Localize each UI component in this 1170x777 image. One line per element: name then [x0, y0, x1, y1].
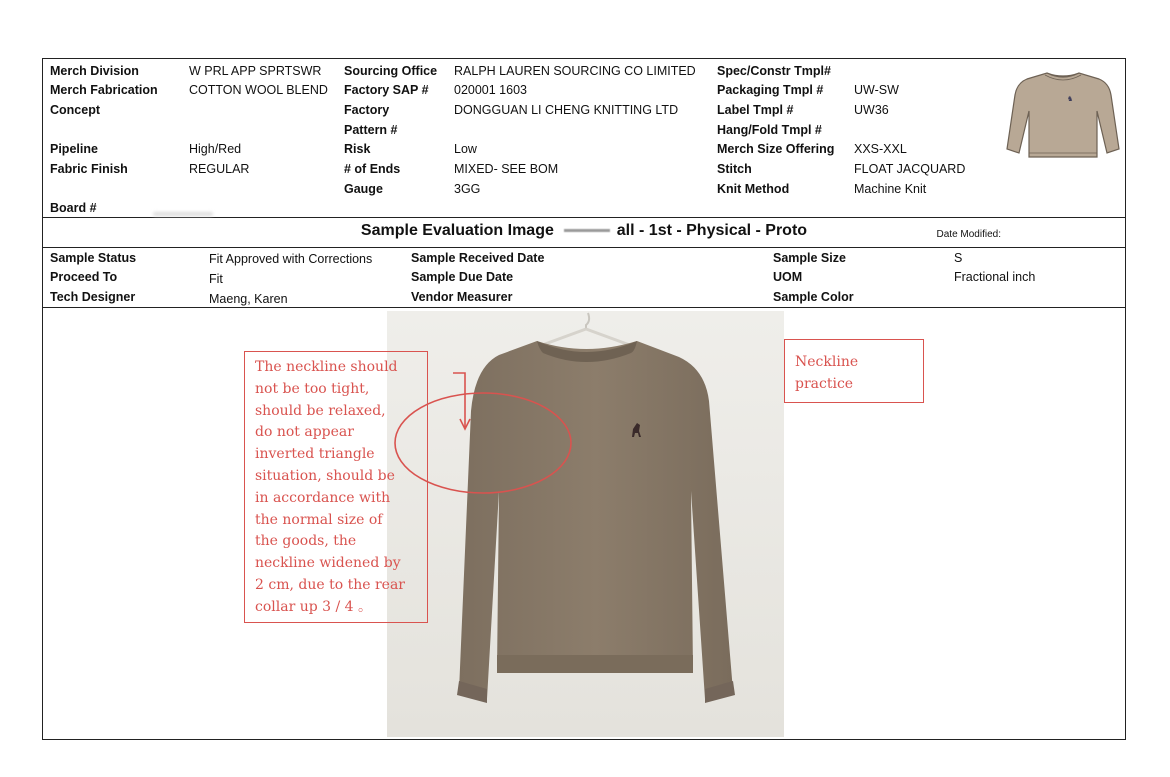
svg-text:♞: ♞ [1067, 95, 1074, 103]
label-packaging-tmpl: Packaging Tmpl # [717, 83, 824, 97]
neckline-note-line: practice [795, 375, 854, 392]
fit-comment-line: in accordance with [255, 489, 391, 506]
value-sample-status: Fit Approved with Corrections [209, 252, 373, 266]
spec-header [43, 59, 1125, 218]
neckline-note-box [784, 339, 924, 403]
label-factory: Factory [344, 103, 390, 117]
label-merch-fabrication: Merch Fabrication [50, 83, 158, 97]
fit-comment-line: collar up 3 / 4 。 [255, 598, 373, 615]
value-packaging-tmpl: UW-SW [854, 83, 899, 97]
evaluation-sheet [42, 58, 1126, 740]
redaction-smudge [153, 212, 213, 216]
label-sample-size: Sample Size [773, 251, 846, 265]
fit-comment-line: situation, should be [255, 467, 395, 484]
value-sourcing-office: RALPH LAUREN SOURCING CO LIMITED [454, 64, 696, 78]
label-risk: Risk [344, 142, 371, 156]
fit-comment-line: the goods, the [255, 533, 357, 550]
title-row [43, 217, 1125, 248]
label-fabric-finish: Fabric Finish [50, 162, 128, 176]
value-stitch: FLOAT JACQUARD [854, 162, 966, 176]
value-risk: Low [454, 142, 477, 156]
label-sample-status: Sample Status [50, 251, 137, 265]
value-factory: DONGGUAN LI CHENG KNITTING LTD [454, 103, 679, 117]
neckline-note-line: Neckline [795, 354, 859, 370]
label-proceed-to: Proceed To [50, 270, 118, 284]
sample-status-block [43, 247, 1125, 308]
value-pipeline: High/Red [189, 142, 242, 156]
value-gauge: 3GG [454, 182, 481, 196]
fit-comment-line: not be too tight, [255, 380, 370, 397]
value-uom: Fractional inch [954, 270, 1036, 284]
fit-comment-line: the normal size of [255, 511, 383, 528]
label-sample-received-date: Sample Received Date [411, 251, 545, 265]
value-fabric-finish: REGULAR [189, 162, 250, 176]
value-factory-sap: 020001 1603 [454, 83, 527, 97]
label-factory-sap: Factory SAP # [344, 83, 429, 97]
fit-comment-line: inverted triangle [255, 446, 375, 463]
fit-comment-line: 2 cm, due to the rear [255, 576, 405, 593]
value-tech-designer: Maeng, Karen [209, 292, 288, 306]
label-pipeline: Pipeline [50, 142, 98, 156]
label-uom: UOM [773, 270, 803, 284]
date-modified-label: Date Modified: [936, 229, 1001, 240]
fit-comment-line: do not appear [255, 424, 354, 441]
label-num-ends: # of Ends [344, 162, 401, 176]
title-redaction [564, 229, 610, 232]
label-tech-designer: Tech Designer [50, 290, 136, 304]
label-merch-size-offering: Merch Size Offering [717, 142, 835, 156]
label-sample-color: Sample Color [773, 290, 854, 304]
value-knit-method: Machine Knit [854, 182, 927, 196]
label-pattern: Pattern # [344, 123, 398, 137]
label-concept: Concept [50, 103, 100, 117]
value-merch-size-offering: XXS-XXL [854, 142, 907, 156]
label-label-tmpl: Label Tmpl # [717, 103, 794, 117]
label-knit-method: Knit Method [717, 182, 790, 196]
value-proceed-to: Fit [209, 272, 223, 286]
fit-comment-line: The neckline should [255, 359, 398, 375]
label-merch-division: Merch Division [50, 64, 139, 78]
label-gauge: Gauge [344, 182, 383, 196]
title-left: Sample Evaluation Image [360, 222, 554, 239]
label-hang-fold-tmpl: Hang/Fold Tmpl # [717, 123, 822, 137]
value-label-tmpl: UW36 [854, 103, 889, 117]
sweater-sketch-icon [1005, 65, 1121, 161]
label-stitch: Stitch [717, 162, 752, 176]
value-sample-size: S [954, 251, 963, 265]
label-sample-due-date: Sample Due Date [411, 270, 514, 284]
title-right: all - 1st - Physical - Proto [616, 222, 808, 239]
value-num-ends: MIXED- SEE BOM [454, 162, 559, 176]
label-board: Board # [50, 201, 97, 215]
fit-comment-line: should be relaxed, [255, 402, 386, 419]
fit-comment-line: neckline widened by [255, 555, 401, 572]
label-spec-constr-tmpl: Spec/Constr Tmpl# [717, 64, 831, 78]
value-merch-fabrication: COTTON WOOL BLEND [189, 83, 328, 97]
label-sourcing-office: Sourcing Office [344, 64, 438, 78]
value-merch-division: W PRL APP SPRTSWR [189, 64, 322, 78]
label-vendor-measurer: Vendor Measurer [411, 290, 513, 304]
fit-comment-box [244, 351, 428, 623]
